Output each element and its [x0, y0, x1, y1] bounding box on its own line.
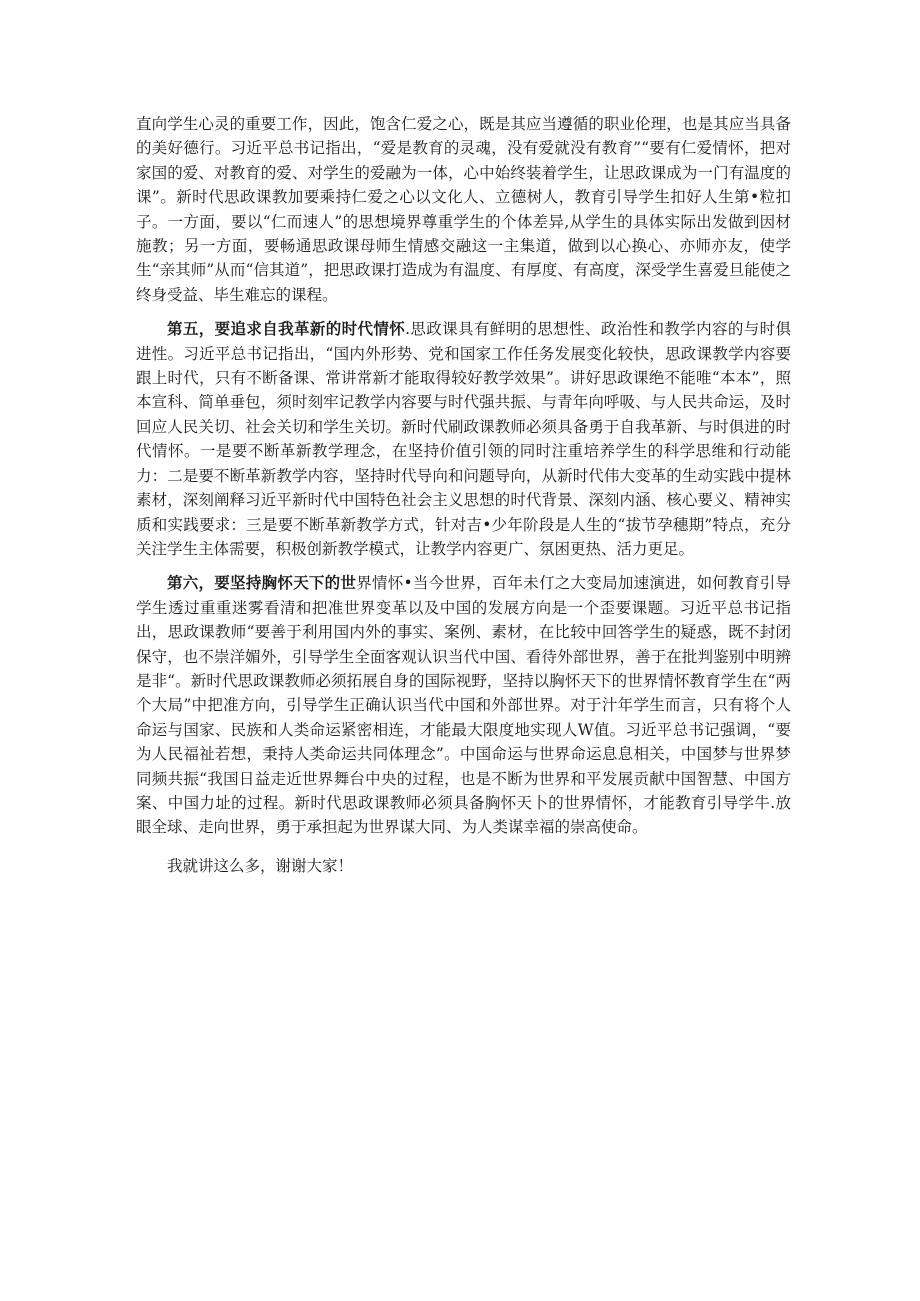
- paragraph-2-text: .思政课具有鲜明的思想性、政治性和教学内容的与时俱进性。习近平总书记指出，“国内外形势、党和国家工作任务发展变化较快，思政课教学内容要跟上时代，只有不断备课、常讲常新才能取得较好教学效果”。讲好思政课绝不能唯“本本”，照本宣科、简单垂包，须时刻牢记教学内容要与时代强共振、与青年向呼吸、与人民共命运，及时回应人民关切、社会关切和学生关切。新时代刷政课教师必须具备勇于自我革新、与时俱进的时代情怀。一是要不断革新教学理念，在坚持价值引领的同时注重培养学生的科学思维和行动能力：二是要不断革新教学内容，坚持时代导向和问题导向，从新时代伟大变革的生动实践中提林素材，深刻阐释习近平新时代中国特色社会主义思想的时代背景、深刻内涵、核心要义、精神实质和实践要求：三是要不断革新教学方式，针对吉•少年阶段是人生的“拔节孕穗期”特点，充分关注学生主体需要，积极创新教学模式，让教学内容更广、氛困更热、活力更足。: [136, 320, 791, 558]
- paragraph-3-lead: 第六，要坚持胸怀天下的世: [167, 573, 357, 593]
- paragraph-1: [136, 112, 791, 307]
- paragraph-1-text: 直向学生心灵的重要工作，因此，饱含仁爱之心，既是其应当遵循的职业伦理，也是其应当具备的美好德行。习近平总书记指出，“爱是教育的灵魂，没有爱就没有教育”“要有仁爱情怀，把对家国的爱、对教育的爱、对学生的爱融为一体，心中始终装着学生，让思政课成为一门有温度的课”。新时代思政课教加要乘持仁爱之心以文化人、立德树人，教育引导学生扣好人生第•粒扣子。一方面，要以“仁而速人”的思想境界尊重学生的个体差异,从学生的具体实际出发做到因材施教；另一方面，要畅通思政课母师生情感交融这一主集道，做到以心换心、亦师亦友，使学生“亲其师”从而“信其道”，把思政课打造成为有温度、有厚度、有高度，深受学生喜爱旦能使之终身受益、毕生难忘的课程。: [136, 115, 791, 304]
- paragraph-3: [136, 571, 791, 839]
- paragraph-3-text: 界情怀•当今世界，百年未仃之大变局加速演进，如何教育引导学生透过重重迷雾看清和把准世界变革以及中国的发展方向是一个歪要课题。习近平总书记指出，思政课教师“要善于利用国内外的事实、案例、素材，在比较中回答学生的疑惑，既不封闭保守，也不崇洋媚外，引导学生全面客观认识当代中国、看待外部世界，善于在批判鉴别中明辨是非“。新时代思政课教师必须拓展自身的国际视野，坚持以胸怀天下的世界情怀教育学生在“两个大局”中把准方向，引导学生正确认识当代中国和外部世界。对于汁年学生而言，只有将个人命运与国家、民族和人类命运紧密相连，才能最大限度地实现人W值。习近平总书记强调，“要为人民福祉若想，秉持人类命运共同体理念”。中国命运与世界命运息息相关，中国梦与世界梦同频共振“我国日益走近世界舞台中央的过程，也是不断为世界和平发展贡献中国智慧、中国方案、中国力址的过程。新时代思政课教师必须具备胸怀天卜的世界情怀，才能教育引导学牛.放眼全球、走向世界，勇于承担起为世界谋大同、为人类谋幸福的崇高使命。: [136, 574, 791, 837]
- closing-remark: 我就讲这么多，谢谢大家！: [167, 856, 354, 875]
- paragraph-2: [136, 317, 791, 561]
- paragraph-2-lead: 第五，要追求自我革新的时代情怀: [167, 319, 406, 339]
- document-page: [136, 112, 791, 888]
